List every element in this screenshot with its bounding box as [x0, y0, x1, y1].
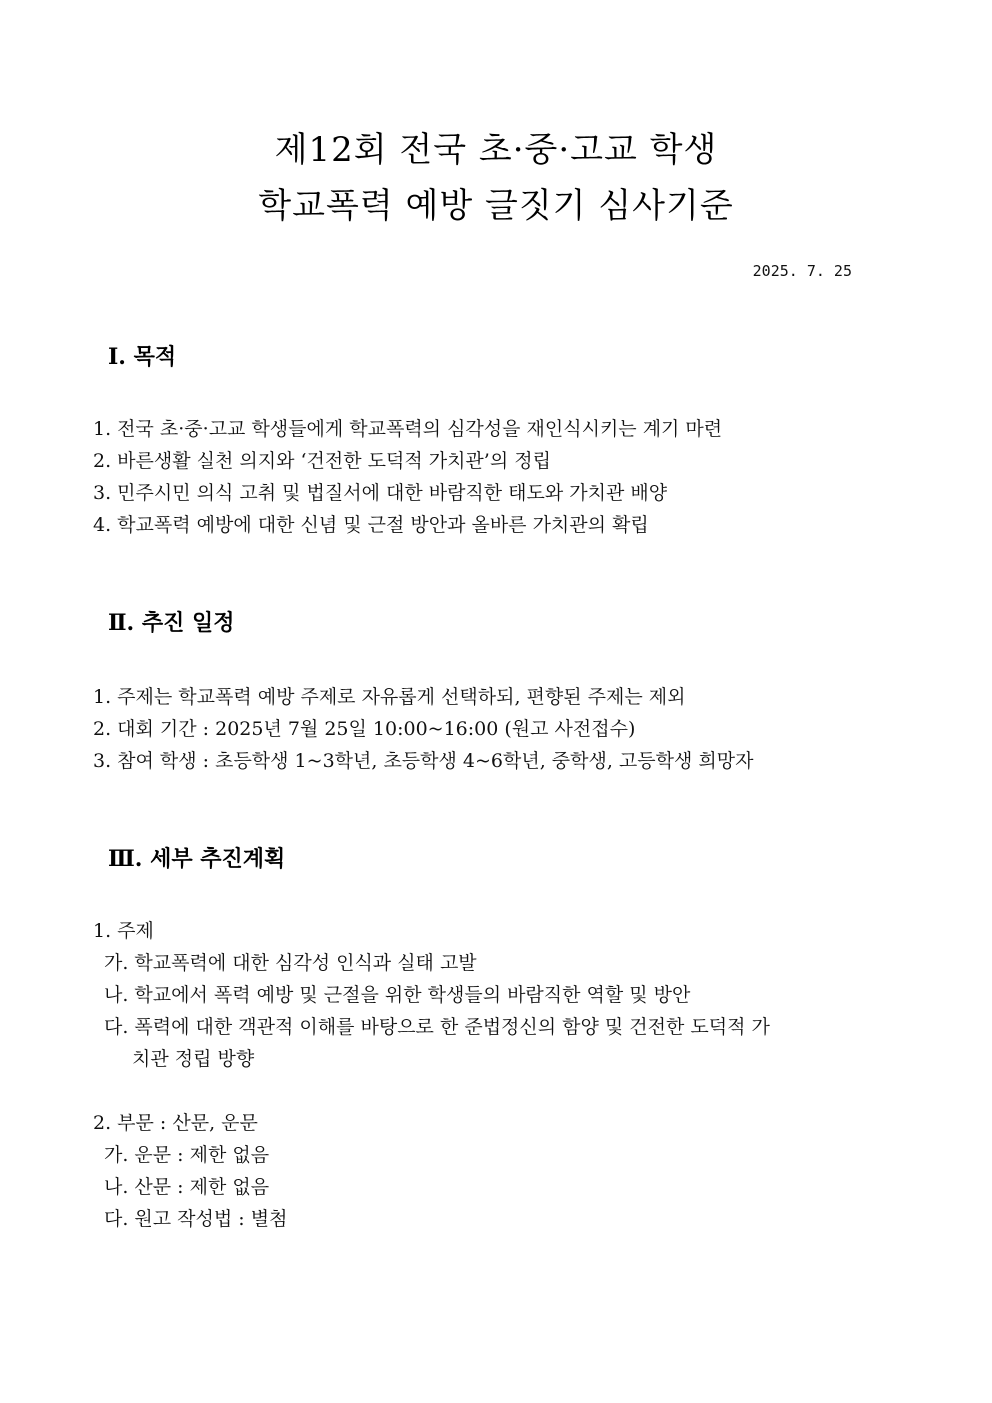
plan-topic-da-line2: 치관 정립 방향 — [132, 1048, 255, 1070]
document-title-line2: 학교폭력 예방 글짓기 심사기준 — [258, 186, 734, 226]
plan-topic-label: 1. 주제 — [93, 920, 154, 942]
plan-category-na: 나. 산문 : 제한 없음 — [104, 1176, 270, 1198]
schedule-item-2: 2. 대회 기간 : 2025년 7월 25일 10:00~16:00 (원고 사전접수) — [93, 718, 636, 740]
purpose-item-4: 4. 학교폭력 예방에 대한 신념 및 근절 방안과 올바른 가치관의 확립 — [93, 514, 649, 536]
plan-category-label: 2. 부문 : 산문, 운문 — [93, 1112, 258, 1134]
plan-topic-na: 나. 학교에서 폭력 예방 및 근절을 위한 학생들의 바람직한 역할 및 방안 — [104, 984, 691, 1006]
plan-topic-ga: 가. 학교폭력에 대한 심각성 인식과 실태 고발 — [104, 952, 477, 974]
purpose-item-1: 1. 전국 초·중·고교 학생들에게 학교폭력의 심각성을 재인식시키는 계기 마련 — [93, 418, 723, 440]
section-heading-schedule: Ⅱ. 추진 일정 — [108, 610, 235, 636]
section-heading-purpose: Ⅰ. 목적 — [108, 344, 177, 370]
plan-topic-da-line1: 다. 폭력에 대한 객관적 이해를 바탕으로 한 준법정신의 함양 및 건전한 도덕적 가 — [104, 1016, 770, 1038]
purpose-item-2: 2. 바른생활 실천 의지와 ‘건전한 도덕적 가치관’의 정립 — [93, 450, 551, 472]
document-date: 2025. 7. 25 — [752, 262, 852, 280]
document-title-line1: 제12회 전국 초·중·고교 학생 — [274, 130, 718, 170]
plan-category-ga: 가. 운문 : 제한 없음 — [104, 1144, 270, 1166]
plan-category-da: 다. 원고 작성법 : 별첨 — [104, 1208, 288, 1230]
section-heading-plan: Ⅲ. 세부 추진계획 — [108, 846, 286, 872]
purpose-item-3: 3. 민주시민 의식 고취 및 법질서에 대한 바람직한 태도와 가치관 배양 — [93, 482, 668, 504]
schedule-item-1: 1. 주제는 학교폭력 예방 주제로 자유롭게 선택하되, 편향된 주제는 제외 — [93, 686, 686, 708]
schedule-item-3: 3. 참여 학생 : 초등학생 1~3학년, 초등학생 4~6학년, 중학생, 고등학생 희망자 — [93, 750, 754, 772]
